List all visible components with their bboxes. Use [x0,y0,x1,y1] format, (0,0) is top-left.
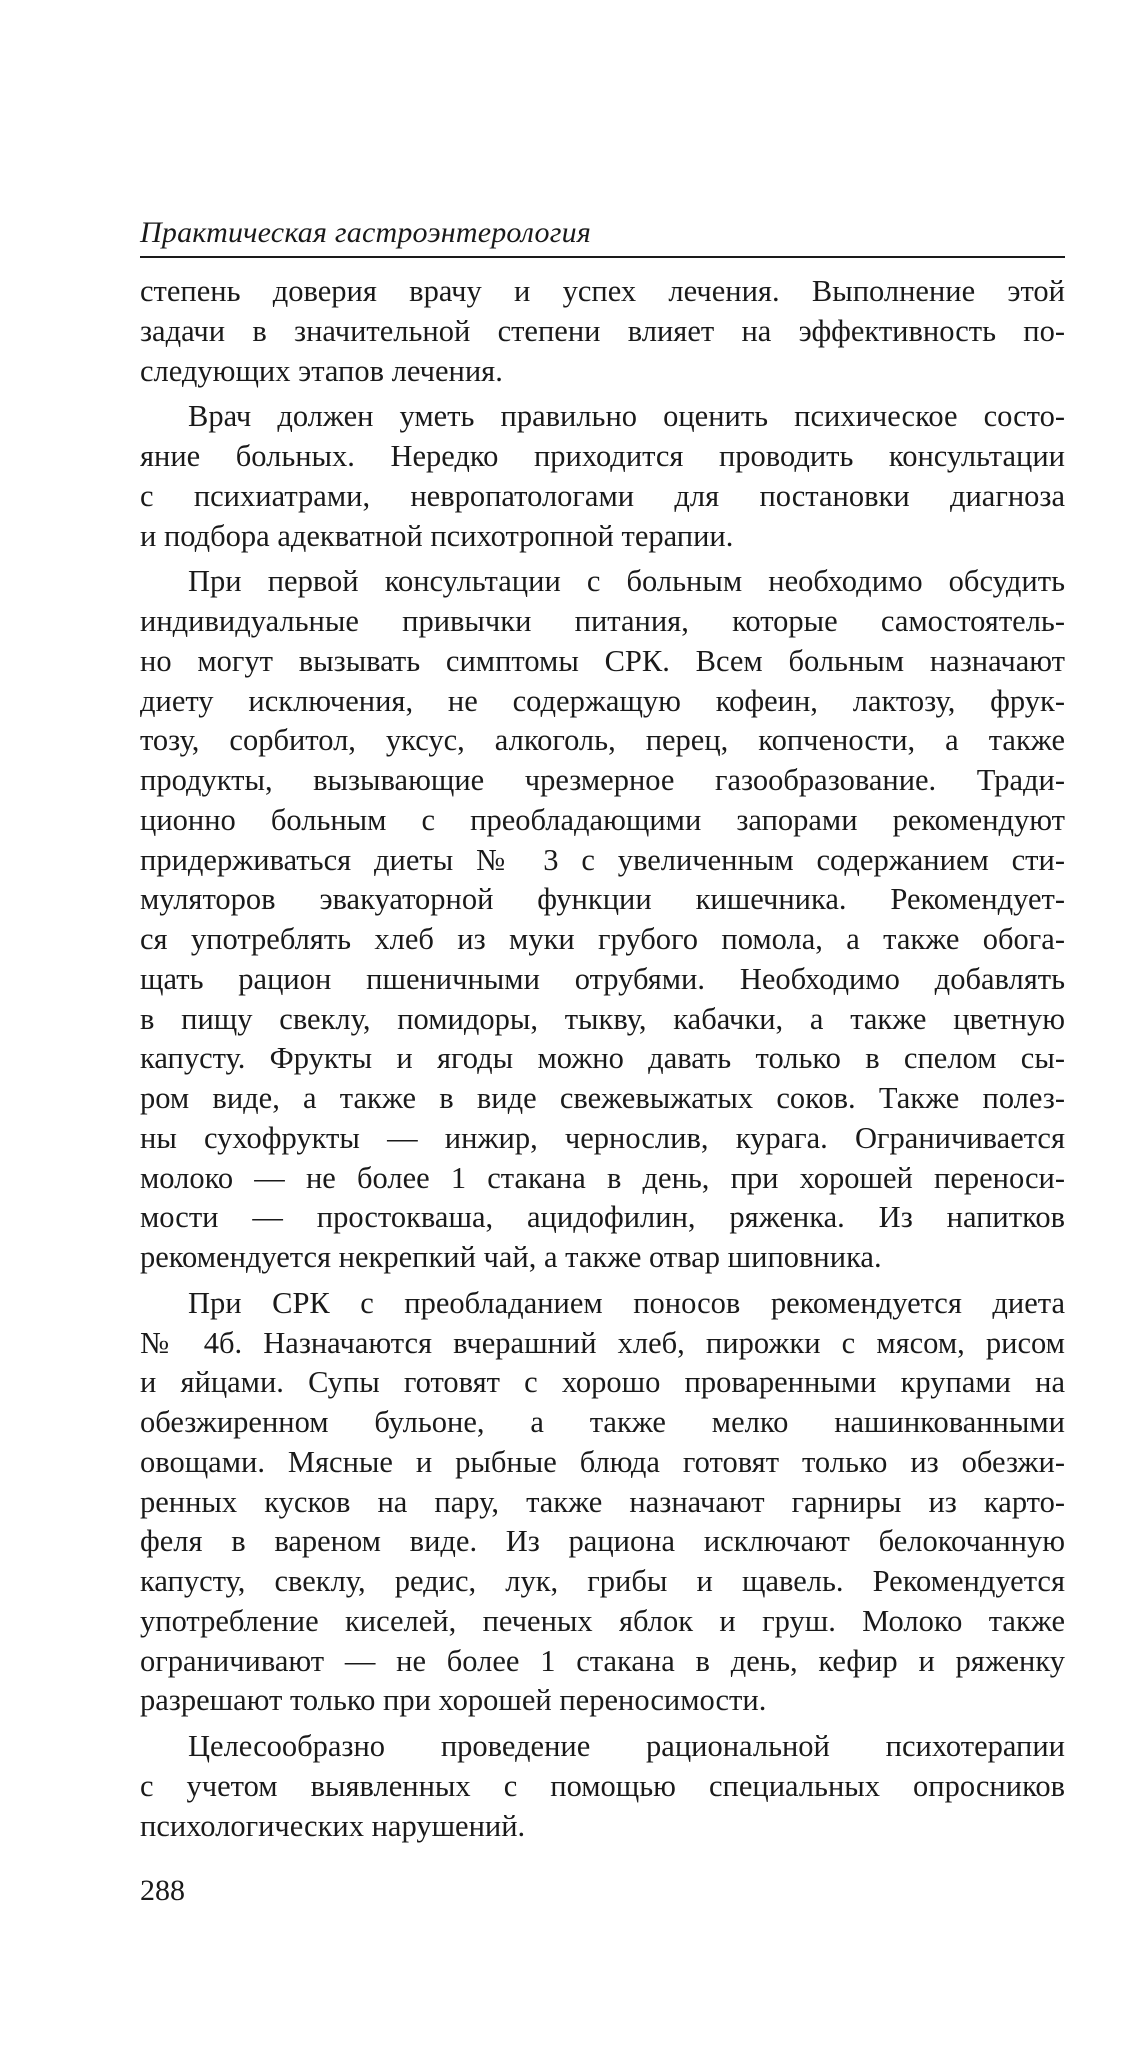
text-line: муляторов эвакуаторной функции кишечника. Рекомендует- [140,882,1065,917]
running-header [140,216,1065,260]
text-line: молоко — не более 1 стакана в день, при хорошей переноси- [140,1160,1065,1195]
running-header-title: Практическая гастроэнтерология [140,216,591,249]
text-line: капусту, свеклу, редис, лук, грибы и щавель. Рекомендуется [140,1564,1065,1598]
text-line: индивидуальные привычки питания, которые самостоятель- [140,604,1065,638]
text-line: придерживаться диеты № 3 с увеличенным содержанием сти- [140,842,1065,877]
text-line: ны сухофрукты — инжир, чернослив, курага. Ограничивается [140,1120,1065,1155]
text-line: следующих этапов лечения. [140,353,503,388]
text-line: задачи в значительной степени влияет на эффективность по- [140,313,1065,348]
text-line: с учетом выявленных с помощью специальных опросников [140,1768,1065,1803]
text-line: феля в вареном виде. Из рациона исключают белокочанную [140,1524,1065,1559]
text-line: ограничивают — не более 1 стакана в день, кефир и ряженку [140,1643,1065,1678]
text-line: употребление киселей, печеных яблок и груш. Молоко также [140,1603,1065,1638]
text-line: и подбора адекватной психотропной терапии. [140,518,734,553]
paragraph-start-line: Врач должен уметь правильно оценить психическое состо- [188,399,1065,434]
text-line: мости — простокваша, ацидофилин, ряженка. Из напитков [140,1200,1065,1235]
text-line: ционно больным с преобладающими запорами рекомендуют [140,802,1065,837]
text-line: в пищу свеклу, помидоры, тыкву, кабачки, а также цветную [140,1001,1065,1036]
text-line: ренных кусков на пару, также назначают гарниры из карто- [140,1484,1065,1519]
header-rule [140,256,1065,258]
text-line: № 4б. Назначаются вчерашний хлеб, пирожки с мясом, рисом [140,1325,1065,1360]
text-line: психологических нарушений. [140,1808,526,1843]
paragraph-start-line: Целесообразно проведение рациональной психотерапии [188,1729,1065,1763]
text-line: продукты, вызывающие чрезмерное газообразование. Тради- [140,763,1065,797]
paragraph-start-line: При СРК с преобладанием поносов рекомендуется диета [188,1285,1065,1320]
text-line: щать рацион пшеничными отрубями. Необходимо добавлять [140,961,1065,996]
text-line: яние больных. Нередко приходится проводить консультации [140,439,1065,473]
text-line: обезжиренном бульоне, а также мелко нашинкованными [140,1405,1065,1439]
text-line: диету исключения, не содержащую кофеин, лактозу, фрук- [140,683,1065,718]
text-line: но могут вызывать симптомы СРК. Всем больным назначают [140,643,1065,678]
text-line: и яйцами. Супы готовят с хорошо проваренными крупами на [140,1365,1065,1400]
text-line: тозу, сорбитол, уксус, алкоголь, перец, копчености, а также [140,723,1065,758]
text-line: разрешают только при хорошей переносимости. [140,1683,767,1718]
text-line: ром виде, а также в виде свежевыжатых соков. Также полез- [140,1081,1065,1115]
text-line: капусту. Фрукты и ягоды можно давать только в спелом сы- [140,1041,1065,1076]
text-line: ся употреблять хлеб из муки грубого помола, а также обога- [140,922,1065,956]
text-line: рекомендуется некрепкий чай, а также отвар шиповника. [140,1240,882,1274]
page-number: 288 [140,1874,185,1907]
text-line: овощами. Мясные и рыбные блюда готовят только из обезжи- [140,1444,1065,1479]
text-line: степень доверия врачу и успех лечения. Выполнение этой [140,274,1065,308]
paragraph-start-line: При первой консультации с больным необходимо обсудить [188,564,1065,599]
text-line: с психиатрами, невропатологами для постановки диагноза [140,478,1065,513]
body-text [140,272,1065,1846]
